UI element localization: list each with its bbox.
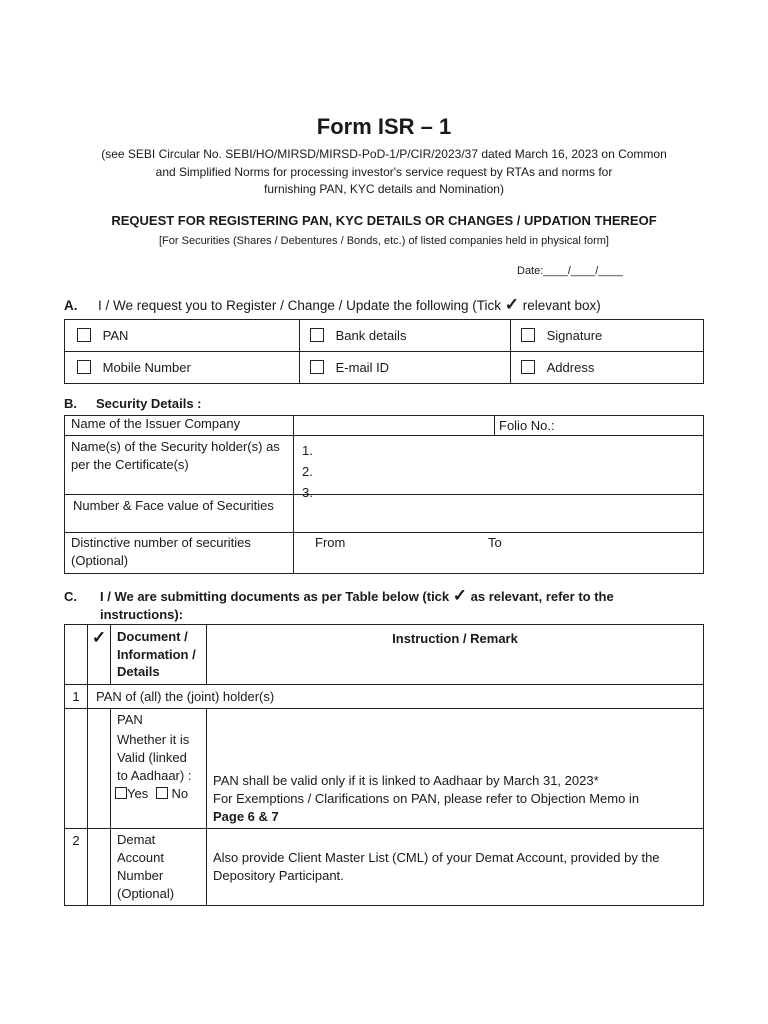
from-label: From (315, 535, 346, 551)
update-options-table (64, 319, 704, 384)
face-value-label: Number & Face value of Securities (65, 494, 294, 532)
checkbox-mobile-number[interactable] (77, 360, 91, 374)
pan-instruction-3: Page 6 & 7 (213, 809, 279, 824)
no-label: No (171, 786, 189, 801)
header-number-cell (65, 625, 88, 685)
security-details-table (64, 415, 704, 574)
pan-instruction-cell (207, 709, 704, 829)
option-label: E-mail ID (335, 360, 390, 375)
option-email-id[interactable] (300, 352, 511, 384)
checkbox-email-id[interactable] (310, 360, 324, 374)
section-a-letter: A. (64, 298, 78, 313)
header-tick-cell (88, 625, 111, 685)
to-label: To (488, 535, 502, 551)
demat-instruction-cell: Also provide Client Master List (CML) of your Demat Account, provided by the Depository Participant. (207, 829, 704, 906)
pan-row-title: PAN of (all) the (joint) holder(s) (88, 685, 704, 709)
section-c-text-line2: instructions): (100, 607, 184, 622)
date-field[interactable]: Date:____/____/____ (517, 265, 623, 277)
circular-reference (60, 146, 708, 199)
distinctive-number-input[interactable] (294, 533, 704, 574)
option-bank-details[interactable] (300, 320, 511, 352)
section-b-title: Security Details : (96, 396, 202, 411)
circular-line-3: furnishing PAN, KYC details and Nomination) (264, 182, 504, 196)
distinctive-number-label: Distinctive number of securities (Optional) (65, 533, 294, 574)
section-c-text-end: as relevant, refer to the (470, 589, 614, 604)
demat-tick-cell[interactable] (88, 829, 111, 906)
section-c-letter: C. (64, 589, 77, 604)
pan-instruction-1: PAN shall be valid only if it is linked to Aadhaar by March 31, 2023* (213, 773, 599, 788)
section-a-instruction (64, 296, 601, 313)
section-b-heading (64, 396, 202, 411)
header-instruction: Instruction / Remark (207, 625, 704, 685)
holders-label: Name(s) of the Security holder(s) as per the Certificate(s) (65, 436, 294, 495)
issuer-company-input[interactable] (294, 416, 495, 436)
option-mobile-number[interactable] (65, 352, 300, 384)
section-a-text: I / We request you to Register / Change / Update the following (Tick (98, 298, 501, 313)
pan-validity-options (115, 785, 200, 803)
option-label: PAN (102, 328, 129, 343)
tick-mark-icon: ✓ (504, 295, 519, 314)
holder-number-3: 3. (302, 485, 313, 501)
pan-label: PAN (117, 712, 143, 727)
option-label: Bank details (335, 328, 407, 343)
option-label: Mobile Number (102, 360, 191, 375)
pan-valid-label: Whether it is Valid (linked to Aadhaar) : (117, 732, 192, 783)
row-number: 2 (65, 829, 88, 906)
form-title: Form ISR – 1 (316, 114, 452, 139)
option-label: Signature (546, 328, 603, 343)
pan-tick-cell[interactable] (88, 709, 111, 829)
row-number-empty (65, 709, 88, 829)
pan-document-cell (111, 709, 207, 829)
folio-number-field[interactable] (495, 416, 704, 436)
circular-line-1: (see SEBI Circular No. SEBI/HO/MIRSD/MIRSD-PoD-1/P/CIR/2023/37 dated March 16, 2023 on Common (101, 147, 667, 161)
checkbox-bank-details[interactable] (310, 328, 324, 342)
section-b-letter: B. (64, 396, 77, 411)
checkbox-address[interactable] (521, 360, 535, 374)
option-pan[interactable] (65, 320, 300, 352)
section-c-text: I / We are submitting documents as per Table below (tick (100, 589, 450, 604)
checkbox-yes[interactable] (115, 787, 127, 799)
holders-input[interactable] (294, 436, 704, 501)
option-signature[interactable] (511, 320, 704, 352)
header-document: Document / Information / Details (111, 625, 207, 685)
documents-table (64, 624, 704, 906)
pan-instruction-2: For Exemptions / Clarifications on PAN, please refer to Objection Memo in (213, 791, 640, 806)
section-c-instruction (64, 587, 614, 624)
holder-number-2: 2. (302, 464, 313, 480)
securities-note: [For Securities (Shares / Debentures / Bonds, etc.) of listed companies held in physical form] (159, 235, 609, 247)
issuer-company-label: Name of the Issuer Company (65, 416, 294, 436)
tick-mark-icon: ✓ (91, 628, 107, 647)
request-heading: REQUEST FOR REGISTERING PAN, KYC DETAILS OR CHANGES / UPDATION THEREOF (111, 213, 657, 228)
folio-label: Folio No.: (499, 418, 555, 433)
demat-document-cell: Demat Account Number (Optional) (111, 829, 207, 906)
row-number: 1 (65, 685, 88, 709)
face-value-input[interactable] (294, 494, 704, 532)
section-a-text-end: relevant box) (522, 298, 601, 313)
yes-label: Yes (127, 786, 149, 801)
tick-mark-icon: ✓ (452, 586, 468, 605)
holder-number-1: 1. (302, 443, 313, 459)
option-address[interactable] (511, 352, 704, 384)
checkbox-signature[interactable] (521, 328, 535, 342)
checkbox-pan[interactable] (77, 328, 91, 342)
checkbox-no[interactable] (156, 787, 168, 799)
option-label: Address (546, 360, 595, 375)
circular-line-2: and Simplified Norms for processing investor's service request by RTAs and norms for (155, 164, 613, 179)
